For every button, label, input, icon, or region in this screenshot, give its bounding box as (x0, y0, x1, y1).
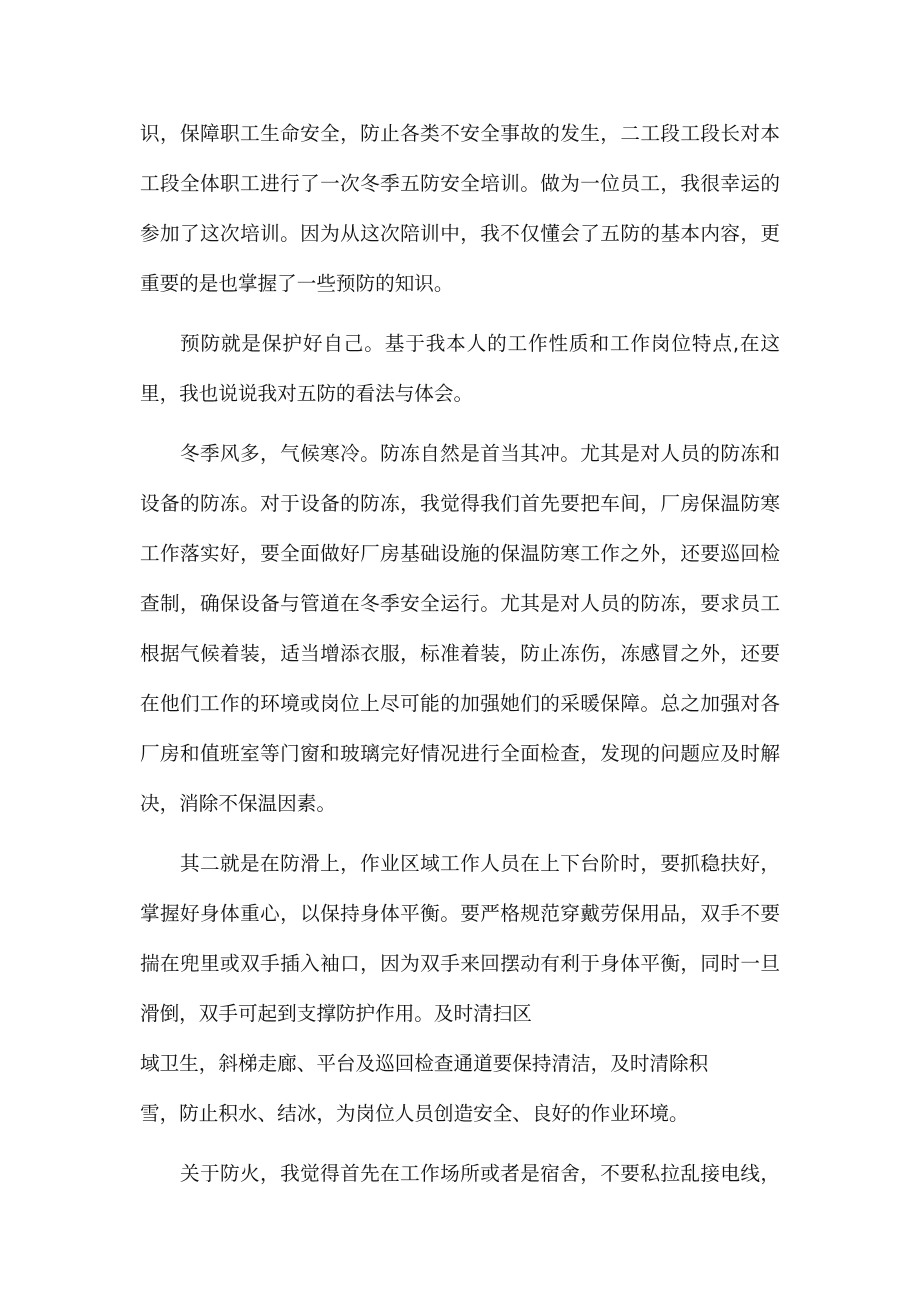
paragraph-1-line-3: 参加了这次培训。因为从这次陪训中，我不仅懂会了五防的基本内容，更 (140, 222, 780, 245)
paragraph-1-line-1: 识，保障职工生命安全，防止各类不安全事故的发生，二工段工段长对本 (140, 122, 780, 145)
paragraph-3-line-1: 冬季风多，气候寒冷。防冻自然是首当其冲。尤其是对人员的防冻和 (180, 442, 780, 465)
paragraph-3-line-8: 决，消除不保温因素。 (140, 792, 336, 815)
paragraph-3-line-6: 在他们工作的环境或岗位上尽可能的加强她们的采暖保障。总之加强对各 (140, 692, 780, 715)
paragraph-4-line-5: 域卫生，斜梯走廊、平台及巡回检查通道要保持清洁，及时清除积 (140, 1052, 709, 1075)
paragraph-3-line-3: 工作落实好，要全面做好厂房基础设施的保温防寒工作之外，还要巡回检 (140, 542, 780, 565)
paragraph-4-line-4: 滑倒，双手可起到支撑防护作用。及时清扫区 (140, 1002, 532, 1025)
paragraph-4-line-2: 掌握好身体重心，以保持身体平衡。要严格规范穿戴劳保用品，双手不要 (140, 902, 780, 925)
paragraph-4-line-6: 雪，防止积水、结冰，为岗位人员创造安全、良好的作业环境。 (140, 1102, 689, 1125)
paragraph-2-line-1: 预防就是保护好自己。基于我本人的工作性质和工作岗位特点,在这 (180, 332, 780, 355)
paragraph-1-line-4: 重要的是也掌握了一些预防的知识。 (140, 272, 454, 295)
paragraph-3-line-2: 设备的防冻。对于设备的防冻，我觉得我们首先要把车间，厂房保温防寒 (140, 492, 780, 515)
paragraph-4-line-3: 揣在兜里或双手插入袖口，因为双手来回摆动有利于身体平衡，同时一旦 (140, 952, 780, 975)
paragraph-2-line-2: 里，我也说说我对五防的看法与体会。 (140, 382, 474, 405)
paragraph-1-line-2: 工段全体职工进行了一次冬季五防安全培训。做为一位员工，我很幸运的 (140, 172, 780, 195)
paragraph-3-line-7: 厂房和值班室等门窗和玻璃完好情况进行全面检查，发现的问题应及时解 (140, 742, 780, 765)
paragraph-3-line-4: 查制，确保设备与管道在冬季安全运行。尤其是对人员的防冻，要求员工 (140, 592, 780, 615)
paragraph-5-line-1: 关于防火，我觉得首先在工作场所或者是宿舍，不要私拉乱接电线， (180, 1162, 780, 1185)
paragraph-4-line-1: 其二就是在防滑上，作业区域工作人员在上下台阶时，要抓稳扶好， (180, 852, 780, 875)
paragraph-3-line-5: 根据气候着装，适当增添衣服，标准着装，防止冻伤，冻感冒之外，还要 (140, 642, 780, 665)
